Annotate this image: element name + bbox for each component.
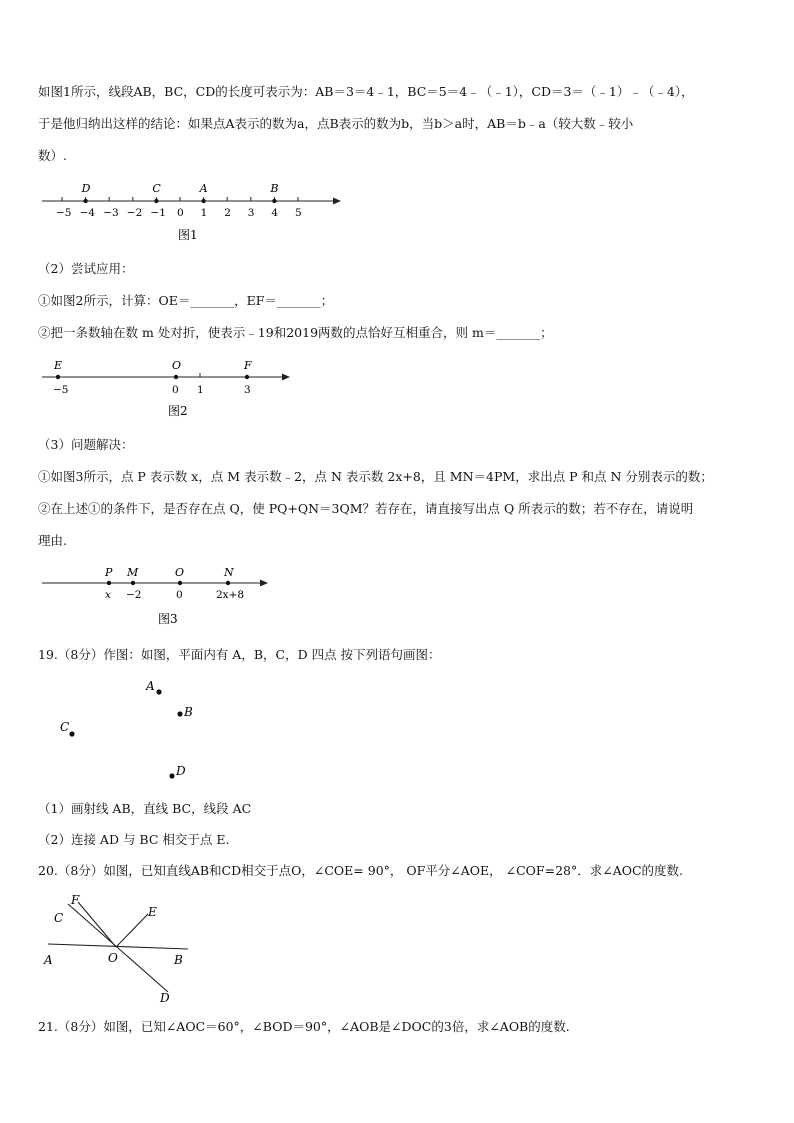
- figure-1: [38, 178, 343, 244]
- tick-label: −4: [79, 207, 96, 219]
- point-c-label: C: [60, 720, 70, 734]
- point-m: [131, 581, 135, 585]
- point-c-label: C: [152, 182, 161, 195]
- point-c: [69, 731, 74, 736]
- q19-step-2: （2）连接 AD 与 BC 相交于点 E.: [38, 832, 230, 847]
- tick-label: −2: [126, 207, 143, 219]
- point-b: [177, 711, 182, 716]
- point-b-label: B: [184, 705, 193, 719]
- part3-heading: （3）问题解决：: [38, 437, 134, 452]
- part2-question-1: ①如图2所示，计算：OE＝_______，EF＝_______；: [38, 293, 334, 308]
- arrow-icon: [333, 198, 341, 205]
- point-d-label: D: [81, 182, 91, 195]
- label-f: F: [71, 893, 80, 907]
- label-d: D: [160, 991, 170, 1005]
- point-d: [169, 773, 174, 778]
- tick-label-m: −2: [126, 589, 142, 601]
- ray-oe: [116, 914, 148, 947]
- tick-label: 3: [247, 207, 255, 219]
- tick-label: −3: [103, 207, 119, 219]
- part3-question-1: ①如图3所示，点 P 表示数 x，点 M 表示数﹣2，点 N 表示数 2x+8，且 MN＝4PM，求出点 P 和点 N 分别表示的数；: [38, 469, 713, 484]
- number-line-2: [38, 354, 298, 420]
- point-a-label: A: [146, 679, 155, 693]
- tick-label: 4: [271, 207, 279, 219]
- figure-1-caption: 图1: [178, 228, 198, 242]
- point-b: [272, 199, 276, 203]
- label-b: B: [174, 953, 183, 967]
- figure-3-caption: 图3: [158, 612, 178, 626]
- q20-stem: 20.（8分）如图，已知直线AB和CD相交于点O，∠COE= 90°， OF平分∠AOE， ∠COF=28°．求∠AOC的度数.: [38, 863, 684, 878]
- point-b-label: B: [270, 182, 279, 195]
- tick-label: −5: [56, 207, 72, 219]
- number-line-3: [38, 562, 278, 628]
- point-e-label: E: [54, 359, 63, 372]
- arrow-icon: [282, 374, 290, 381]
- tick-label: 1: [200, 207, 208, 219]
- point-a: [201, 199, 205, 203]
- point-n: [226, 581, 230, 585]
- label-a: A: [44, 953, 53, 967]
- intro-line-3: 数）.: [38, 148, 67, 163]
- tick-label-p: x: [105, 589, 111, 601]
- part3-question-2b: 理由.: [38, 533, 67, 548]
- point-d-label: D: [176, 764, 186, 778]
- point-o: [174, 375, 178, 379]
- q19-step-1: （1）画射线 AB，直线 BC，线段 AC: [38, 801, 252, 816]
- tick-label-1: 1: [197, 384, 204, 396]
- part3-question-2a: ②在上述①的条件下，是否存在点 Q，使 PQ+QN＝3QM？若存在，请直接写出点 Q 所表示的数；若不存在，请说明: [38, 501, 694, 516]
- point-p-label: P: [105, 566, 113, 579]
- tick-label-o: 0: [172, 384, 179, 396]
- tick-label: −1: [150, 207, 166, 219]
- point-d: [83, 199, 87, 203]
- point-a-label: A: [199, 182, 208, 195]
- figure-2: [38, 354, 298, 420]
- tick-label-e: −5: [53, 384, 69, 396]
- tick-label: 2: [224, 207, 231, 219]
- ray-of: [78, 902, 116, 947]
- point-n-label: N: [224, 566, 234, 579]
- point-o: [178, 581, 182, 585]
- point-p: [107, 581, 111, 585]
- figure-3: [38, 562, 278, 628]
- tick-label: 5: [295, 207, 302, 219]
- q19-figure: [50, 676, 210, 786]
- label-e: E: [148, 905, 157, 919]
- q20-figure: [40, 890, 200, 1008]
- q21-stem: 21.（8分）如图，已知∠AOC＝60°，∠BOD＝90°，∠AOB是∠DOC的3倍，求∠AOB的度数.: [38, 1019, 570, 1034]
- point-o-label: O: [172, 359, 182, 372]
- point-m-label: M: [127, 566, 139, 579]
- label-c: C: [54, 911, 64, 925]
- point-c: [154, 199, 158, 203]
- point-a: [156, 689, 161, 694]
- figure-2-caption: 图2: [168, 404, 188, 418]
- q20-diagram: [40, 890, 200, 1008]
- point-f-label: F: [244, 359, 252, 372]
- q19-stem: 19.（8分）作图：如图，平面内有 A，B，C，D 四点 按下列语句画图：: [38, 647, 441, 662]
- tick-label: 0: [177, 207, 184, 219]
- point-f: [245, 375, 249, 379]
- tick-label-n: 2x+8: [216, 589, 245, 601]
- part2-heading: （2）尝试应用：: [38, 261, 134, 276]
- point-e: [56, 375, 60, 379]
- intro-line-2: 于是他归纳出这样的结论：如果点A表示的数为a，点B表示的数为b，当b＞a时，AB＝b﹣a（较大数﹣较小: [38, 116, 634, 131]
- intro-line-1: 如图1所示，线段AB，BC，CD的长度可表示为：AB＝3＝4﹣1，BC＝5＝4﹣（﹣1），CD＝3＝（﹣1）﹣（﹣4），: [38, 84, 694, 99]
- point-o-label: O: [175, 566, 185, 579]
- tick-label-o: 0: [176, 589, 183, 601]
- part2-question-2: ②把一条数轴在数 m 处对折，使表示﹣19和2019两数的点恰好互相重合，则 m＝_______；: [38, 325, 553, 340]
- q19-points: [50, 676, 210, 786]
- tick-label-f: 3: [244, 384, 251, 396]
- label-o: O: [108, 951, 118, 965]
- number-line-1: [38, 178, 343, 244]
- arrow-icon: [260, 580, 268, 587]
